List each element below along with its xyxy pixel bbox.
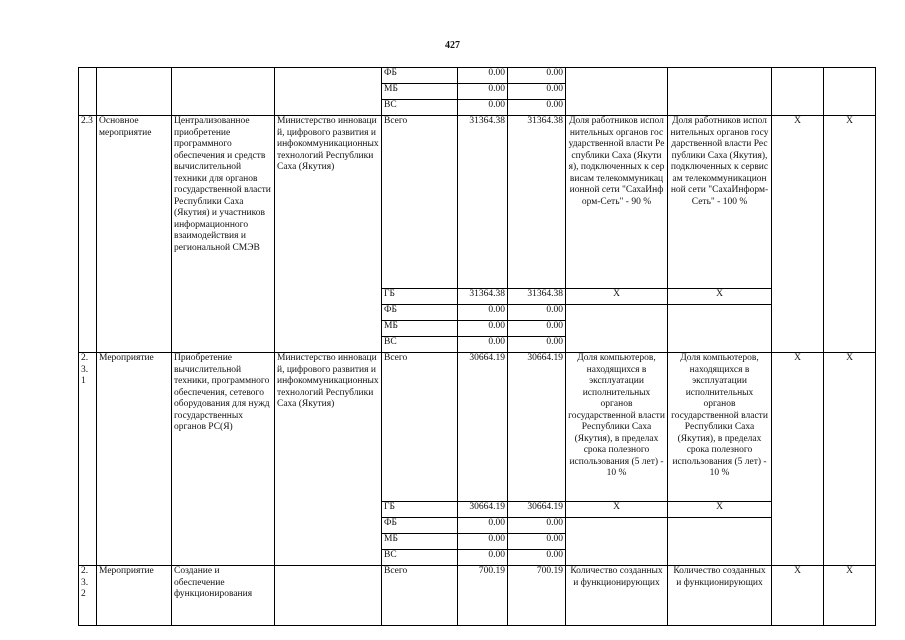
num-cell: 2.3: [79, 116, 97, 353]
name-cell: [172, 68, 275, 116]
source-cell: ФБ: [382, 518, 458, 534]
source-cell: ФБ: [382, 305, 458, 321]
indicator-cell: [668, 518, 772, 566]
page-number: 427: [445, 40, 460, 51]
value-cell: 31364.38: [508, 289, 566, 305]
type-cell: [97, 68, 172, 116]
source-cell: МБ: [382, 534, 458, 550]
mark-cell: [824, 68, 876, 116]
type-cell: Мероприятие: [97, 353, 172, 566]
value-cell: 0.00: [458, 321, 508, 337]
name-cell: Приобретение вычислительной техники, программного обеспечения, сетевого оборудования для нужд государственных органов РС(Я): [172, 353, 275, 566]
name-cell: Создание и обеспечение функционирования: [172, 566, 275, 626]
mark-cell: Х: [772, 353, 824, 566]
table-row: [79, 353, 876, 502]
value-cell: 700.19: [458, 566, 508, 626]
value-cell: 0.00: [458, 534, 508, 550]
source-cell: ВС: [382, 100, 458, 116]
value-cell: 0.00: [508, 337, 566, 353]
source-cell: ГБ: [382, 289, 458, 305]
source-cell: МБ: [382, 84, 458, 100]
mark-cell: Х: [824, 566, 876, 626]
value-cell: 0.00: [458, 305, 508, 321]
mark-cell: Х: [824, 353, 876, 566]
value-cell: 0.00: [508, 534, 566, 550]
type-cell: Основное мероприятие: [97, 116, 172, 353]
value-cell: 31364.38: [458, 116, 508, 289]
value-cell: 0.00: [508, 68, 566, 84]
value-cell: 700.19: [508, 566, 566, 626]
num-cell: 2.3. 1: [79, 353, 97, 566]
value-cell: 0.00: [458, 550, 508, 566]
value-cell: 0.00: [508, 100, 566, 116]
type-cell: Мероприятие: [97, 566, 172, 626]
value-cell: 30664.19: [508, 502, 566, 518]
indicator-cell: Доля работников исполнительных органов государственной власти Республики Саха (Якутия), подключенных к сервисам телекоммуникационной сети "СахаИнформ-Сеть" - 100 %: [668, 116, 772, 289]
source-cell: ВС: [382, 337, 458, 353]
source-cell: ФБ: [382, 68, 458, 84]
value-cell: 0.00: [508, 518, 566, 534]
value-cell: 30664.19: [458, 353, 508, 502]
source-cell: Всего: [382, 116, 458, 289]
indicator-cell: [566, 68, 668, 116]
indicator-cell: Доля компьютеров, находящихся в эксплуатации исполнительных органов государственной власти Республики Саха (Якутия), в пределах срока полезного использования (5 лет) - 10 %: [668, 353, 772, 502]
value-cell: 0.00: [458, 84, 508, 100]
indicator-cell: Количество созданных и функционирующих: [668, 566, 772, 626]
source-cell: ГБ: [382, 502, 458, 518]
value-cell: 31364.38: [458, 289, 508, 305]
value-cell: 30664.19: [458, 502, 508, 518]
indicator-cell: Х: [566, 502, 668, 518]
table-row: [79, 116, 876, 289]
source-cell: Всего: [382, 353, 458, 502]
executor-cell: Министерство инноваций, цифрового развития и инфокоммуникационных технологий Республики Саха (Якутия): [275, 353, 382, 566]
mark-cell: Х: [824, 116, 876, 353]
table-row: [79, 566, 876, 626]
indicator-cell: Х: [668, 502, 772, 518]
source-cell: ВС: [382, 550, 458, 566]
executor-cell: [275, 566, 382, 626]
indicator-cell: [566, 305, 668, 353]
executor-cell: Министерство инноваций, цифрового развития и инфокоммуникационных технологий Республики Саха (Якутия): [275, 116, 382, 353]
value-cell: 0.00: [458, 68, 508, 84]
mark-cell: [772, 68, 824, 116]
value-cell: 0.00: [458, 518, 508, 534]
indicator-cell: [668, 68, 772, 116]
indicator-cell: Доля компьютеров, находящихся в эксплуатации исполнительных органов государственной власти Республики Саха (Якутия), в пределах срока полезного использования (5 лет) - 10 %: [566, 353, 668, 502]
program-table: [78, 67, 876, 626]
indicator-cell: Количество созданных и функционирующих: [566, 566, 668, 626]
value-cell: 0.00: [508, 550, 566, 566]
source-cell: МБ: [382, 321, 458, 337]
indicator-cell: Доля работников исполнительных органов государственной власти Республики Саха (Якутия), подключенных к сервисам телекоммуникационной сети "СахаИнформ-Сеть" - 90 %: [566, 116, 668, 289]
name-cell: Централизованное приобретение программного обеспечения и средств вычислительной техники для органов государственной власти Республики Саха (Якутия) и участников информационного взаимодействия и региональной СМЭВ: [172, 116, 275, 353]
value-cell: 31364.38: [508, 116, 566, 289]
executor-cell: [275, 68, 382, 116]
value-cell: 0.00: [508, 305, 566, 321]
value-cell: 0.00: [458, 100, 508, 116]
indicator-cell: Х: [566, 289, 668, 305]
table-row: [79, 68, 876, 84]
value-cell: 0.00: [508, 84, 566, 100]
value-cell: 0.00: [508, 321, 566, 337]
num-cell: 2.3. 2: [79, 566, 97, 626]
mark-cell: Х: [772, 566, 824, 626]
source-cell: Всего: [382, 566, 458, 626]
num-cell: [79, 68, 97, 116]
mark-cell: Х: [772, 116, 824, 353]
indicator-cell: [668, 305, 772, 353]
indicator-cell: [566, 518, 668, 566]
indicator-cell: Х: [668, 289, 772, 305]
value-cell: 30664.19: [508, 353, 566, 502]
value-cell: 0.00: [458, 337, 508, 353]
